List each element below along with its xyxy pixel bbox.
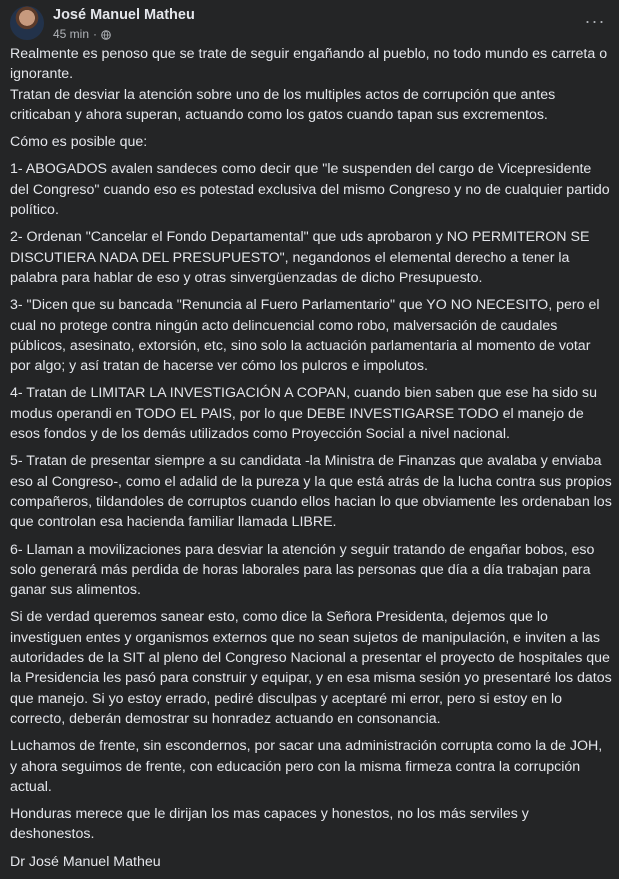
paragraph: 5- Tratan de presentar siempre a su candidata -la Ministra de Finanzas que avalaba y enviaba eso al Congreso-, como el adalid de la pureza y la que está atrás de la lucha contra sus propios compañeros, tildandoles de corruptos cuando ellos hacian lo que obviamente les ordenaban los que controlan esa hacienda familiar llamada LIBRE. bbox=[10, 453, 612, 531]
meta-separator: · bbox=[93, 27, 98, 41]
paragraph: Realmente es penoso que se trate de seguir engañando al pueblo, no todo mundo es carreta o ignorante. Tratan de desviar la atención sobre uno de los multiples actos de corrupción que antes criticaban y ahora superan, actuando como los gatos cuando tapan sus excrementos. bbox=[10, 46, 608, 123]
post-body bbox=[10, 44, 612, 879]
paragraph: 4- Tratan de LIMITAR LA INVESTIGACIÓN A COPAN, cuando bien saben que ese ha sido su modus operandi en TODO EL PAIS, por lo que DEBE INVESTIGARSE TODO el manejo de esos fondos y de los demás utilizados como Proyección Social a nivel nacional. bbox=[10, 385, 597, 443]
post-meta bbox=[53, 27, 111, 41]
paragraph: Cómo es posible que: bbox=[10, 134, 148, 151]
author-name[interactable]: José Manuel Matheu bbox=[53, 7, 195, 23]
paragraph: Si de verdad queremos sanear esto, como dice la Señora Presidenta, dejemos que lo investiguen entes y organismos externos que no sean sujetos de manipulación, e inviten a las autoridades de la SIT al pleno del Congreso Nacional a presentar el proyecto de hospitales que la Presidencia les pasó para construir y equipar, y en esa misma sesión yo presentaré los datos que manejo. Si yo estoy errado, pediré disculpas y aceptaré mi error, pero si estoy en lo correcto, deberán demostrar su honradez actuando en consonancia. bbox=[10, 609, 612, 727]
avatar[interactable] bbox=[10, 6, 44, 40]
paragraph: Luchamos de frente, sin escondernos, por sacar una administración corrupta como la de JOH, y ahora seguimos de frente, con educación pero con la misma firmeza contra la corrupción actual. bbox=[10, 738, 603, 795]
more-options-icon[interactable]: ··· bbox=[584, 10, 606, 31]
post-timestamp[interactable]: 45 min bbox=[53, 27, 90, 41]
paragraph: 2- Ordenan "Cancelar el Fondo Departamental" que uds aprobaron y NO PERMITERON SE DISCUTIERA NADA DEL PRESUPUESTO", negandonos el elemental derecho a tener la palabra para hablar de eso y otras sinvergüenzadas de dicho Presupuesto. bbox=[10, 229, 590, 286]
paragraph: 1- ABOGADOS avalen sandeces como decir que "le suspenden del cargo de Vicepresidente del Congreso" cuando eso es potestad exclusiva del mismo Congreso y no de cualquier partido político. bbox=[10, 161, 610, 219]
post-header bbox=[0, 0, 619, 44]
paragraph: Honduras merece que le dirijan los mas capaces y honestos, no los más serviles y deshonestos. bbox=[10, 806, 529, 843]
paragraph: 3- "Dicen que su bancada "Renuncia al Fuero Parlamentario" que YO NO NECESITO, pero el cual no protege contra ningún acto delincuencial como robo, malversación de caudales públicos, asesinato, extorsión, etc, sino solo la actuación parlamentaria al momento de votar por algo; y así tratan de hacerse ver cómo los pulcros e impolutos. bbox=[10, 297, 600, 375]
globe-icon bbox=[101, 29, 111, 39]
paragraph: 6- Llaman a movilizaciones para desviar la atención y seguir tratando de engañar bobos, eso solo generará más perdida de horas laborales para las personas que día a día trabajan para ganar sus alimentos. bbox=[10, 541, 595, 599]
signature: Dr José Manuel Matheu bbox=[10, 853, 161, 870]
